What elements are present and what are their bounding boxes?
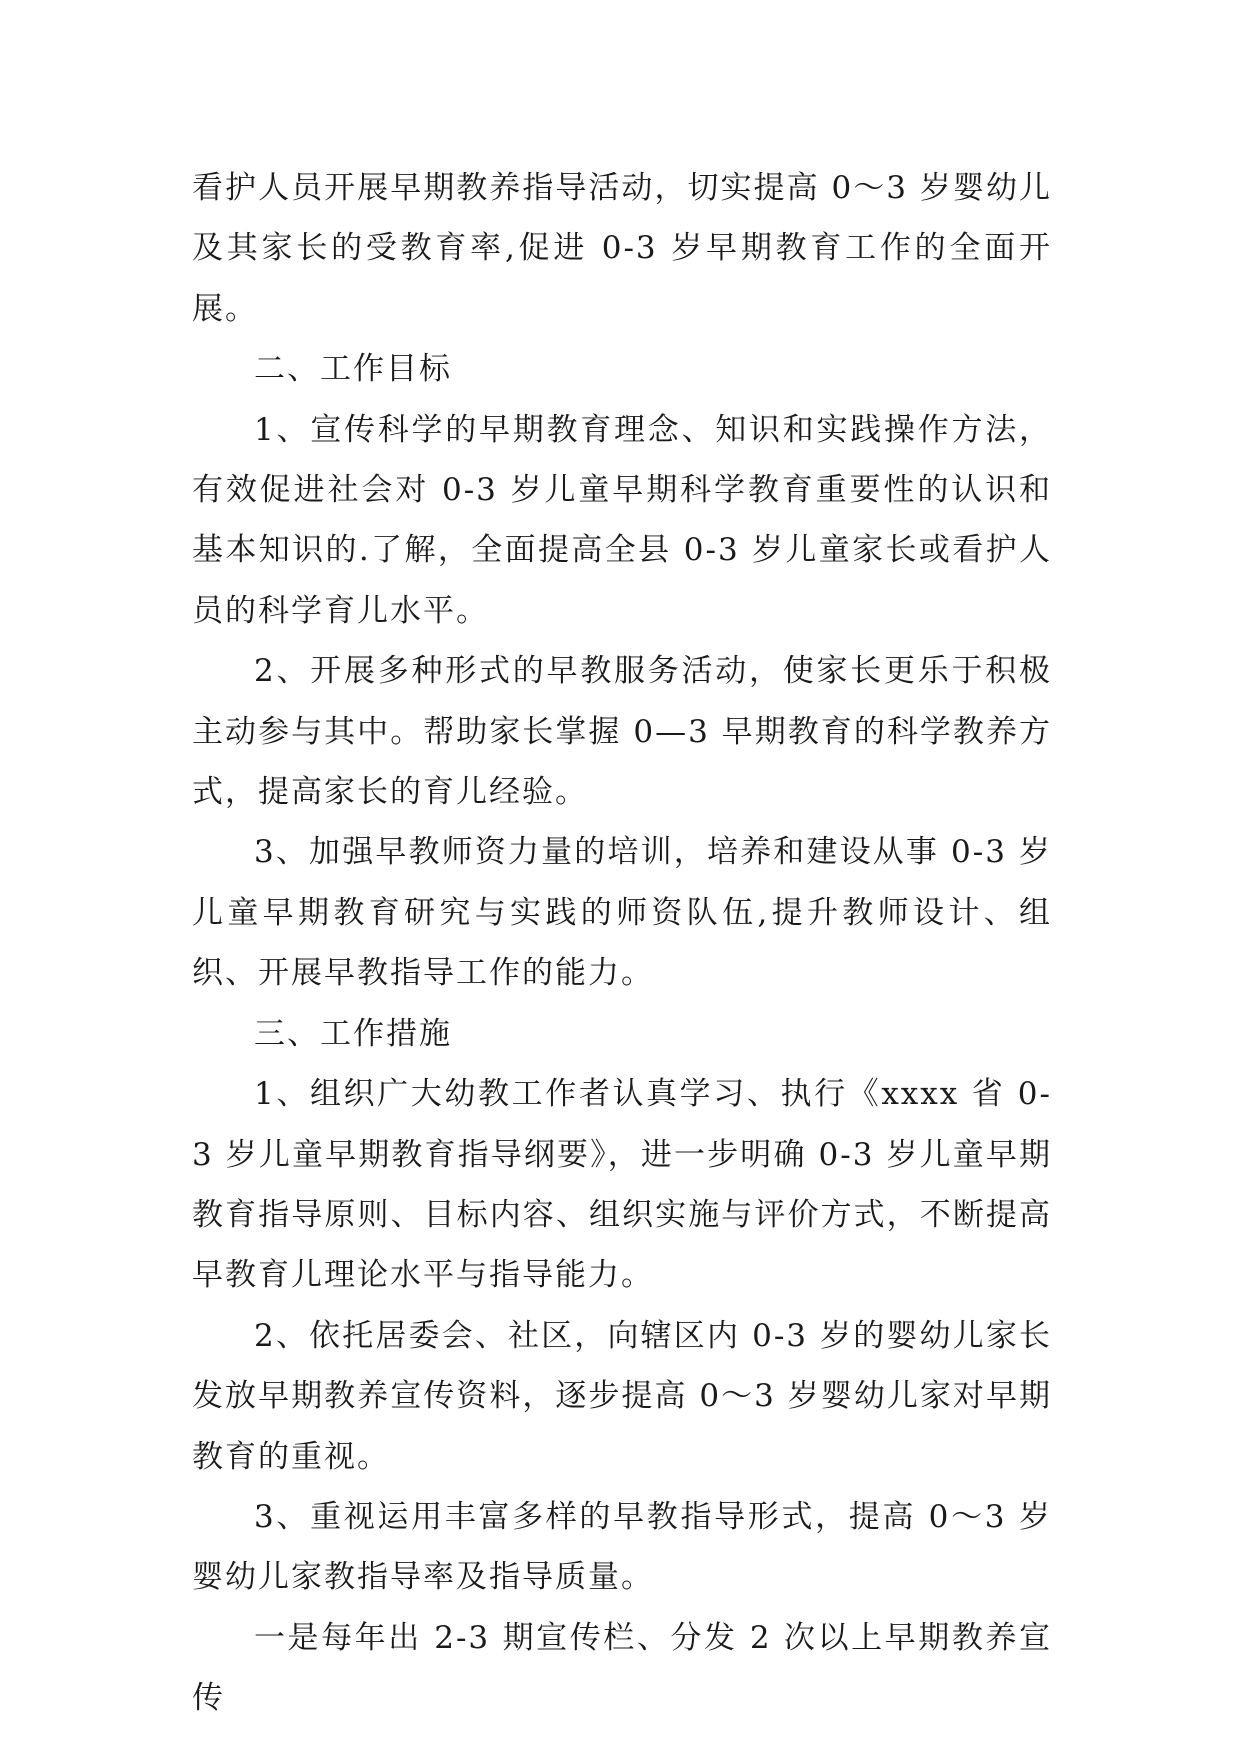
paragraph-intro-continuation: 看护人员开展早期教养指导活动，切实提高 0～3 岁婴幼儿及其家长的受教育率,促进 0-3 岁早期教育工作的全面开展。 (192, 170, 1052, 327)
measure-subitem-first: 一是每年出 2-3 期宣传栏、分发 2 次以上早期教养宣传 (192, 1619, 1052, 1717)
goal-item-2: 2、开展多种形式的早教服务活动，使家长更乐于积极主动参与其中。帮助家长掌握 0—3 早期教育的科学教养方式，提高家长的育儿经验。 (192, 653, 1052, 811)
goal-item-1: 1、宣传科学的早期教育理念、知识和实践操作方法，有效促进社会对 0-3 岁儿童早期科学教育重要性的认识和基本知识的.了解，全面提高全县 0-3 岁儿童家长或看护人员的科学育儿水平。 (192, 411, 1052, 629)
goal-item-3: 3、加强早教师资力量的培训，培养和建设从事 0-3 岁儿童早期教育研究与实践的师资队伍,提升教师设计、组织、开展早教指导工作的能力。 (192, 834, 1052, 992)
section-heading-work-goals: 二、工作目标 (254, 351, 452, 388)
measure-item-3: 3、重视运用丰富多样的早教指导形式，提高 0～3 岁婴幼儿家教指导率及指导质量。 (192, 1498, 1052, 1596)
section-heading-work-measures: 三、工作措施 (254, 1015, 452, 1052)
document-body (192, 158, 1052, 1729)
measure-item-2: 2、依托居委会、社区，向辖区内 0-3 岁的婴幼儿家长发放早期教养宣传资料，逐步提高 0～3 岁婴幼儿家对早期教育的重视。 (192, 1317, 1052, 1475)
measure-item-1: 1、组织广大幼教工作者认真学习、执行《xxxx 省 0-3 岁儿童早期教育指导纲要》，进一步明确 0-3 岁儿童早期教育指导原则、目标内容、组织实施与评价方式，不断提高早教育儿理论水平与指导能力。 (192, 1076, 1052, 1294)
